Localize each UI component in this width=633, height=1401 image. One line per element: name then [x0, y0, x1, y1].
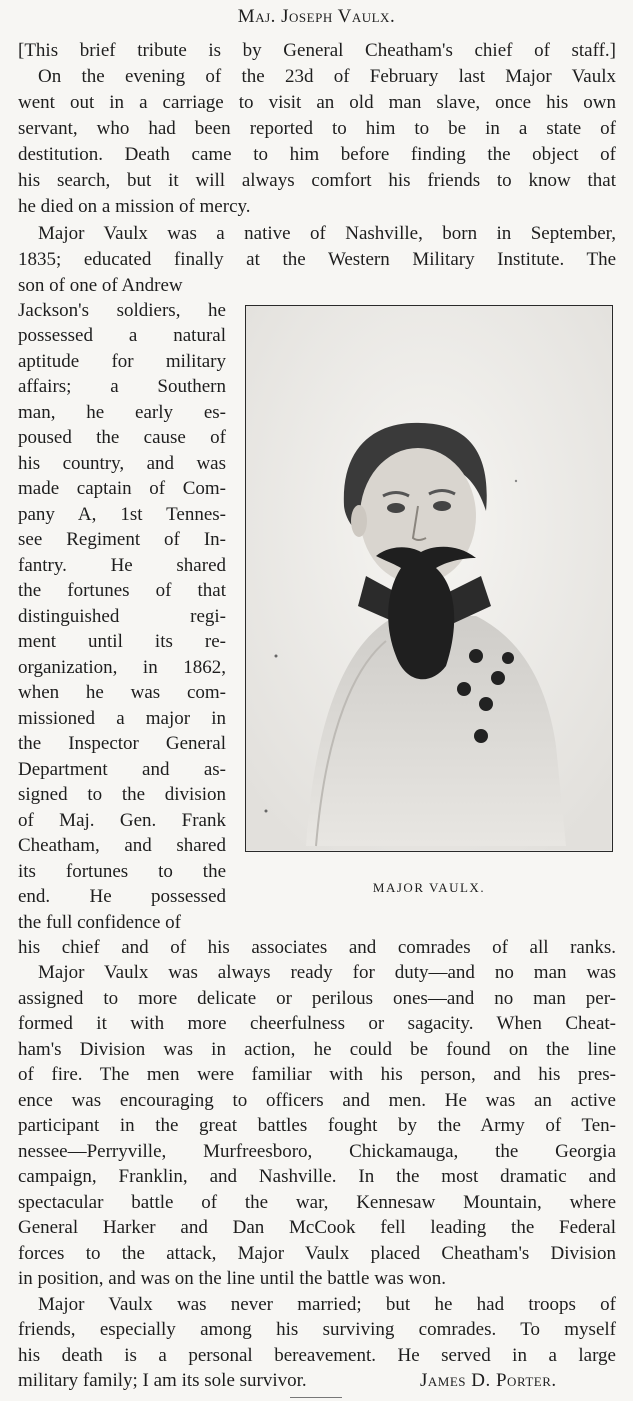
text-line: On the evening of the 23d of February last Major Vaulx: [38, 66, 616, 87]
text-line: Cheatham, and shared: [18, 835, 226, 856]
portrait-caption: MAJOR VAULX.: [372, 880, 486, 895]
text-line: participant in the great battles fought by the Army of Ten-: [18, 1115, 616, 1136]
text-line: [This brief tribute is by General Cheatham's chief of staff.]: [18, 40, 616, 61]
text-line: the Inspector General: [18, 733, 226, 754]
text-line: his chief and of his associates and comrades of all ranks.: [18, 937, 616, 958]
text-line: destitution. Death came to him before finding the object of: [18, 144, 616, 165]
text-line: poused the cause of: [18, 427, 226, 448]
text-line: when he was com-: [18, 682, 226, 703]
text-line: servant, who had been reported to him to be in a state of: [18, 118, 616, 139]
text-line: Major Vaulx was a native of Nashville, born in September,: [38, 223, 616, 244]
text-line: assigned to more delicate or perilous ones—and no man per-: [18, 988, 616, 1009]
text-line: in position, and was on the line until the battle was won.: [18, 1268, 446, 1289]
text-line: nessee—Perryville, Murfreesboro, Chickamauga, the Georgia: [18, 1141, 616, 1162]
text-line: distinguished regi-: [18, 606, 226, 627]
text-line: the full confidence of: [18, 912, 182, 933]
text-line: pany A, 1st Tennes-: [18, 504, 226, 525]
text-line: signed to the division: [18, 784, 226, 805]
text-line: possessed a natural: [18, 325, 226, 346]
article-title: Maj. Joseph Vaulx.: [237, 6, 396, 27]
text-line: his country, and was: [18, 453, 226, 474]
text-line: aptitude for military: [18, 351, 226, 372]
text-line: 1835; educated finally at the Western Military Institute. The: [18, 249, 616, 270]
text-line: fantry. He shared: [18, 555, 226, 576]
text-line: of Maj. Gen. Frank: [18, 810, 226, 831]
text-line: Major Vaulx was never married; but he had troops of: [38, 1294, 616, 1315]
portrait-photo-icon: [246, 306, 611, 850]
text-line: organization, in 1862,: [18, 657, 226, 678]
text-line: son of one of Andrew: [18, 275, 183, 296]
text-line: Jackson's soldiers, he: [18, 300, 226, 321]
text-line: military family; I am its sole survivor.: [18, 1370, 307, 1391]
text-line: ment until its re-: [18, 631, 226, 652]
text-line: its fortunes to the: [18, 861, 226, 882]
text-line: the fortunes of that: [18, 580, 226, 601]
text-line: ence was encouraging to officers and men. He was an active: [18, 1090, 616, 1111]
text-line: he died on a mission of mercy.: [18, 196, 251, 217]
text-line: made captain of Com-: [18, 478, 226, 499]
text-line: see Regiment of In-: [18, 529, 226, 550]
text-line: campaign, Franklin, and Nashville. In the most dramatic and: [18, 1166, 616, 1187]
text-line: affairs; a Southern: [18, 376, 226, 397]
text-line: end. He possessed: [18, 886, 226, 907]
text-line: his search, but it will always comfort his friends to know that: [18, 170, 616, 191]
text-line: spectacular battle of the war, Kennesaw Mountain, where: [18, 1192, 616, 1213]
text-line: friends, especially among his surviving comrades. To myself: [18, 1319, 616, 1340]
text-line: forces to the attack, Major Vaulx placed Cheatham's Division: [18, 1243, 616, 1264]
text-line: General Harker and Dan McCook fell leading the Federal: [18, 1217, 616, 1238]
divider: [290, 1397, 342, 1398]
text-line: went out in a carriage to visit an old man slave, once his own: [18, 92, 616, 113]
text-line: of fire. The men were familiar with his person, and his pres-: [18, 1064, 616, 1085]
text-line: man, he early es-: [18, 402, 226, 423]
text-line: Department and as-: [18, 759, 226, 780]
signature: James D. Porter.: [420, 1370, 557, 1391]
text-line: Major Vaulx was always ready for duty—and no man was: [38, 962, 616, 983]
portrait-frame: [245, 305, 613, 852]
text-line: missioned a major in: [18, 708, 226, 729]
text-line: his death is a personal bereavement. He served in a large: [18, 1345, 616, 1366]
text-line: formed it with more cheerfulness or sagacity. When Cheat-: [18, 1013, 616, 1034]
text-line: ham's Division was in action, he could be found on the line: [18, 1039, 616, 1060]
